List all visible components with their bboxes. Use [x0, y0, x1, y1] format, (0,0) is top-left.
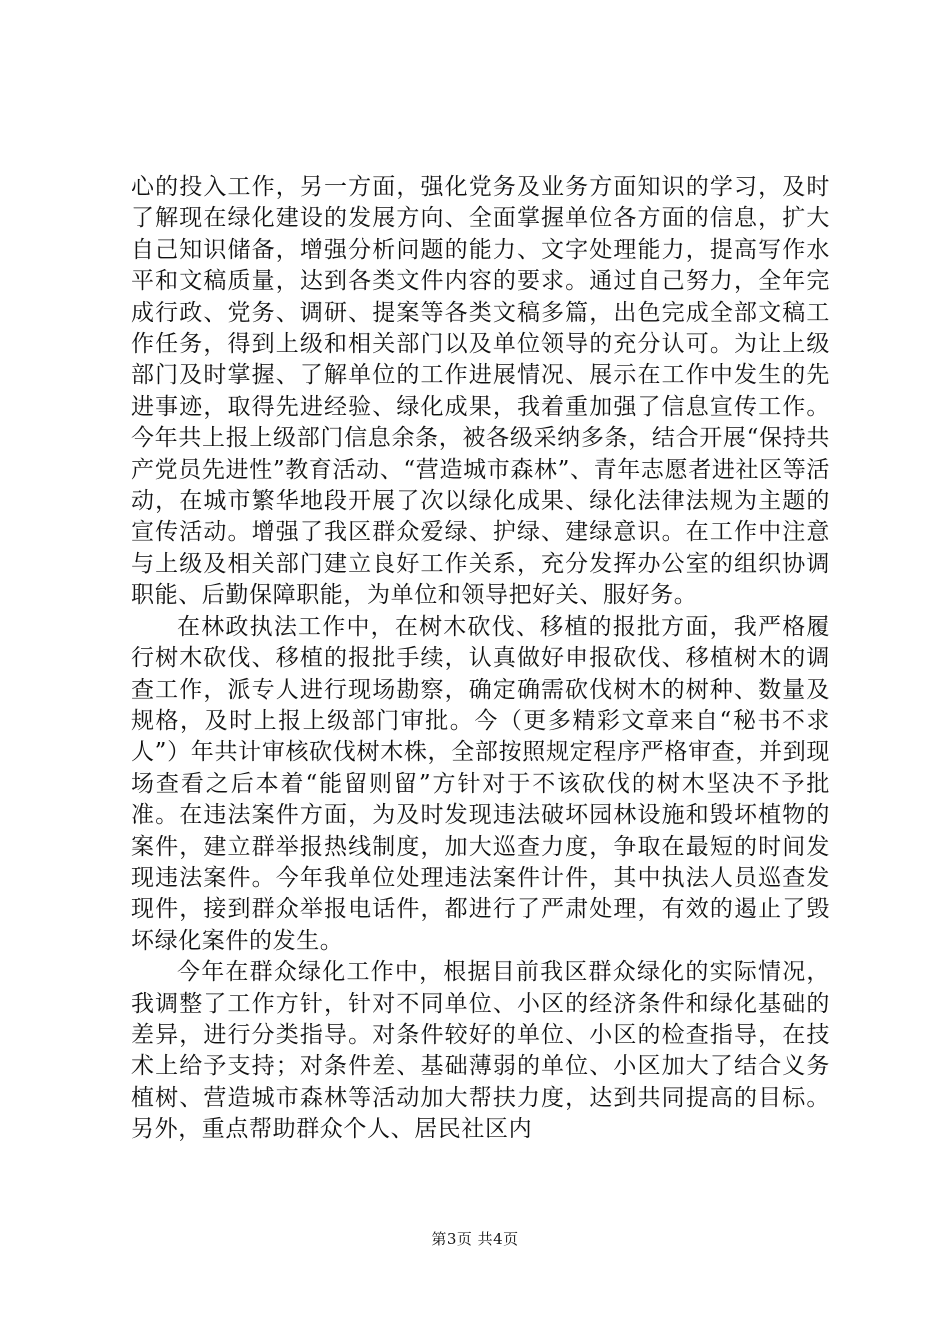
paragraph-3: 今年在群众绿化工作中，根据目前我区群众绿化的实际情况，我调整了工作方针，针对不同单位、小区的经济条件和绿化基础的差异，进行分类指导。对条件较好的单位、小区的检查指导，在技术上给予支持；对条件差、基础薄弱的单位、小区加大了结合义务植树、营造城市森林等活动加大帮扶力度，达到共同提高的目标。另外，重点帮助群众个人、居民社区内 [131, 959, 830, 1143]
body-text [131, 172, 830, 1146]
paragraph-2: 在林政执法工作中，在树木砍伐、移植的报批方面，我严格履行树木砍伐、移植的报批手续，认真做好申报砍伐、移植树木的调查工作，派专人进行现场勘察，确定确需砍伐树木的树种、数量及规格，及时上报上级部门审批。今（更多精彩文章来自“秘书不求人”）年共计审核砍伐树木株，全部按照规定程序严格审查，并到现场查看之后本着“能留则留”方针对于不该砍伐的树木坚决不予批准。在违法案件方面，为及时发现违法破坏园林设施和毁坏植物的案件，建立群举报热线制度，加大巡查力度，争取在最短的时间发现违法案件。今年我单位处理违法案件计件，其中执法人员巡查发现件，接到群众举报电话件，都进行了严肃处理，有效的遏止了毁坏绿化案件的发生。 [131, 613, 830, 954]
paragraph-1: 心的投入工作，另一方面，强化党务及业务方面知识的学习，及时了解现在绿化建设的发展方向、全面掌握单位各方面的信息，扩大自己知识储备，增强分析问题的能力、文字处理能力，提高写作水平和文稿质量，达到各类文件内容的要求。通过自己努力，全年完成行政、党务、调研、提案等各类文稿多篇，出色完成全部文稿工作任务，得到上级和相关部门以及单位领导的充分认可。为让上级部门及时掌握、了解单位的工作进展情况、展示在工作中发生的先进事迹，取得先进经验、绿化成果，我着重加强了信息宣传工作。今年共上报上级部门信息余条，被各级采纳多条，结合开展“保持共产党员先进性”教育活动、“营造城市森林”、青年志愿者进社区等活动，在城市繁华地段开展了次以绿化成果、绿化法律法规为主题的宣传活动。增强了我区群众爱绿、护绿、建绿意识。在工作中注意与上级及相关部门建立良好工作关系，充分发挥办公室的组织协调职能、后勤保障职能，为单位和领导把好关、服好务。 [131, 174, 830, 609]
page-footer: 第3页 共4页 [431, 1230, 519, 1248]
